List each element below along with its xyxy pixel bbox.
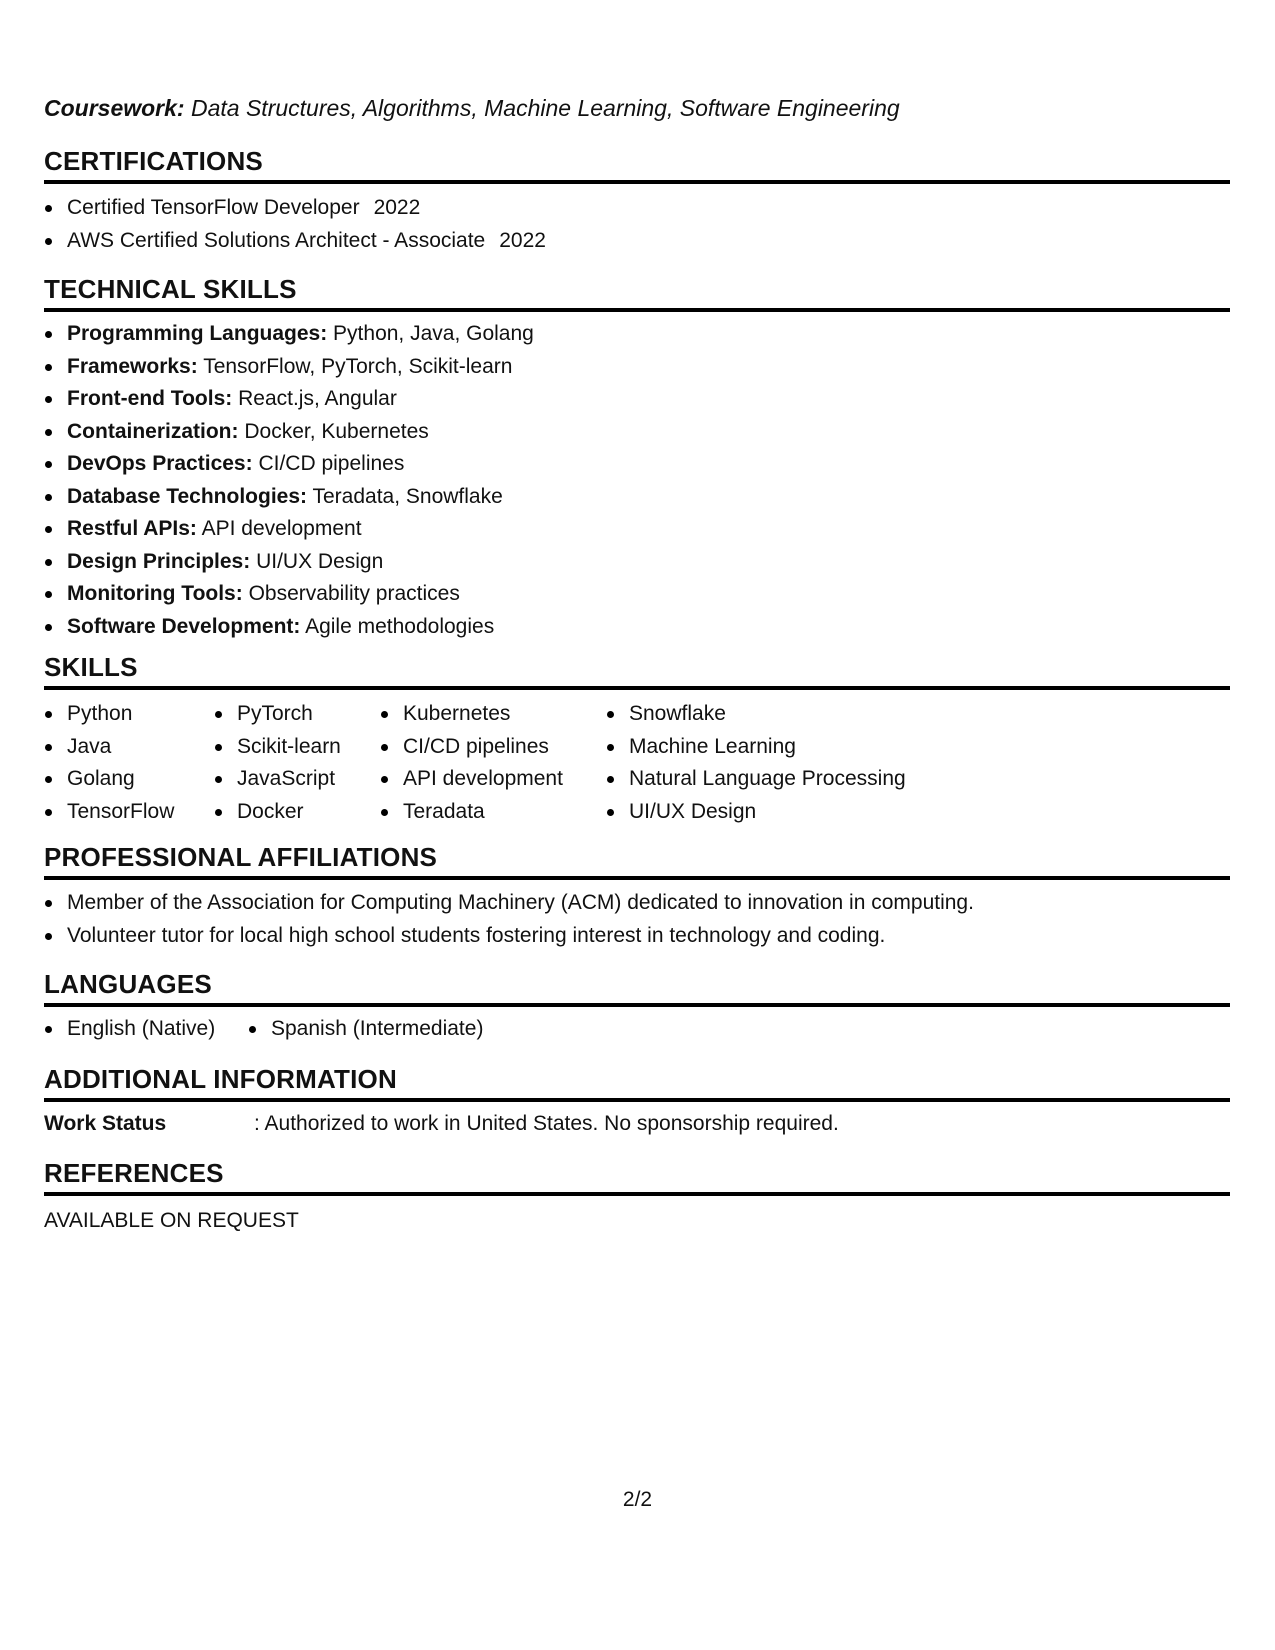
technical-skill-value: Python, Java, Golang: [333, 322, 534, 345]
technical-skill-label: Database Technologies:: [67, 484, 308, 508]
skills-column: [606, 698, 906, 828]
skill-item: Machine Learning: [606, 731, 906, 764]
skill-item: API development: [380, 763, 563, 796]
technical-skill-value: TensorFlow, PyTorch, Scikit-learn: [203, 354, 513, 378]
skill-item: Natural Language Processing: [606, 763, 906, 796]
skill-item: Scikit-learn: [214, 731, 341, 764]
affiliations-heading: PROFESSIONAL AFFILIATIONS: [44, 842, 1230, 880]
certification-year: 2022: [499, 228, 546, 252]
technical-skill-label: Software Development:: [67, 614, 301, 638]
skills-column: [44, 698, 174, 828]
affiliation-item: Volunteer tutor for local high school students fostering interest in technology and coding.: [44, 920, 974, 953]
technical-skill-value: UI/UX Design: [256, 549, 384, 573]
skill-item: TensorFlow: [44, 796, 174, 829]
technical-skill-item: [44, 481, 534, 514]
skills-heading: SKILLS: [44, 652, 1230, 690]
skills-column: [214, 698, 341, 828]
skill-item: PyTorch: [214, 698, 341, 731]
affiliation-item: Member of the Association for Computing Machinery (ACM) dedicated to innovation in computing.: [44, 887, 974, 920]
languages-heading: LANGUAGES: [44, 969, 1230, 1007]
technical-skill-item: [44, 318, 534, 351]
technical-skill-label: Design Principles:: [67, 549, 251, 573]
skill-item: Snowflake: [606, 698, 906, 731]
references-heading: REFERENCES: [44, 1158, 1230, 1196]
coursework-line: [44, 95, 900, 122]
references-text: AVAILABLE ON REQUEST: [44, 1209, 299, 1232]
certifications-heading: CERTIFICATIONS: [44, 146, 1230, 184]
skill-item: Golang: [44, 763, 174, 796]
skill-item: Teradata: [380, 796, 563, 829]
skill-item: Python: [44, 698, 174, 731]
certification-item: [44, 225, 546, 258]
work-status-label: Work Status: [44, 1112, 167, 1135]
technical-skill-value: Observability practices: [248, 582, 460, 605]
technical-skill-label: Containerization:: [67, 419, 239, 443]
certification-year: 2022: [373, 196, 421, 219]
certifications-list: [44, 192, 546, 257]
affiliations-list: [44, 887, 974, 952]
technical-skill-value: CI/CD pipelines: [258, 452, 405, 475]
technical-skill-item: [44, 416, 534, 449]
technical-skill-item: [44, 513, 534, 546]
coursework-value: Data Structures, Algorithms, Machine Learning, Software Engineering: [190, 95, 900, 121]
technical-skill-item: [44, 611, 534, 644]
skill-item: Kubernetes: [380, 698, 563, 731]
technical-skill-item: [44, 383, 534, 416]
technical-skill-label: Front-end Tools:: [67, 387, 233, 410]
technical-skills-list: [44, 318, 534, 643]
additional-information-heading: ADDITIONAL INFORMATION: [44, 1064, 1230, 1102]
technical-skill-label: Restful APIs:: [67, 517, 197, 540]
skill-item: CI/CD pipelines: [380, 731, 563, 764]
certification-name: Certified TensorFlow Developer: [67, 196, 360, 219]
technical-skill-value: React.js, Angular: [238, 387, 397, 410]
technical-skill-item: [44, 351, 534, 384]
technical-skill-label: DevOps Practices:: [67, 452, 253, 475]
language-item: English (Native): [44, 1013, 215, 1045]
certification-item: [44, 192, 546, 225]
language-item: Spanish (Intermediate): [248, 1013, 483, 1045]
skill-item: Java: [44, 731, 174, 764]
skill-item: UI/UX Design: [606, 796, 906, 829]
technical-skill-label: Programming Languages:: [67, 322, 328, 345]
certification-name: AWS Certified Solutions Architect - Associate: [67, 228, 486, 252]
technical-skill-label: Monitoring Tools:: [67, 582, 243, 605]
technical-skill-value: Teradata, Snowflake: [312, 484, 503, 508]
work-status-value: : Authorized to work in United States. No sponsorship required.: [254, 1112, 839, 1135]
technical-skill-item: [44, 578, 534, 611]
coursework-label: Coursework:: [44, 95, 185, 121]
skills-column: [380, 698, 563, 828]
technical-skills-heading: TECHNICAL SKILLS: [44, 274, 1230, 312]
page-number: 2/2: [622, 1488, 653, 1511]
technical-skill-item: [44, 448, 534, 481]
technical-skill-value: Agile methodologies: [305, 614, 495, 638]
technical-skill-label: Frameworks:: [67, 354, 198, 378]
skill-item: JavaScript: [214, 763, 341, 796]
skill-item: Docker: [214, 796, 341, 829]
technical-skill-value: Docker, Kubernetes: [244, 419, 429, 443]
technical-skill-value: API development: [201, 517, 362, 540]
technical-skill-item: [44, 546, 534, 579]
